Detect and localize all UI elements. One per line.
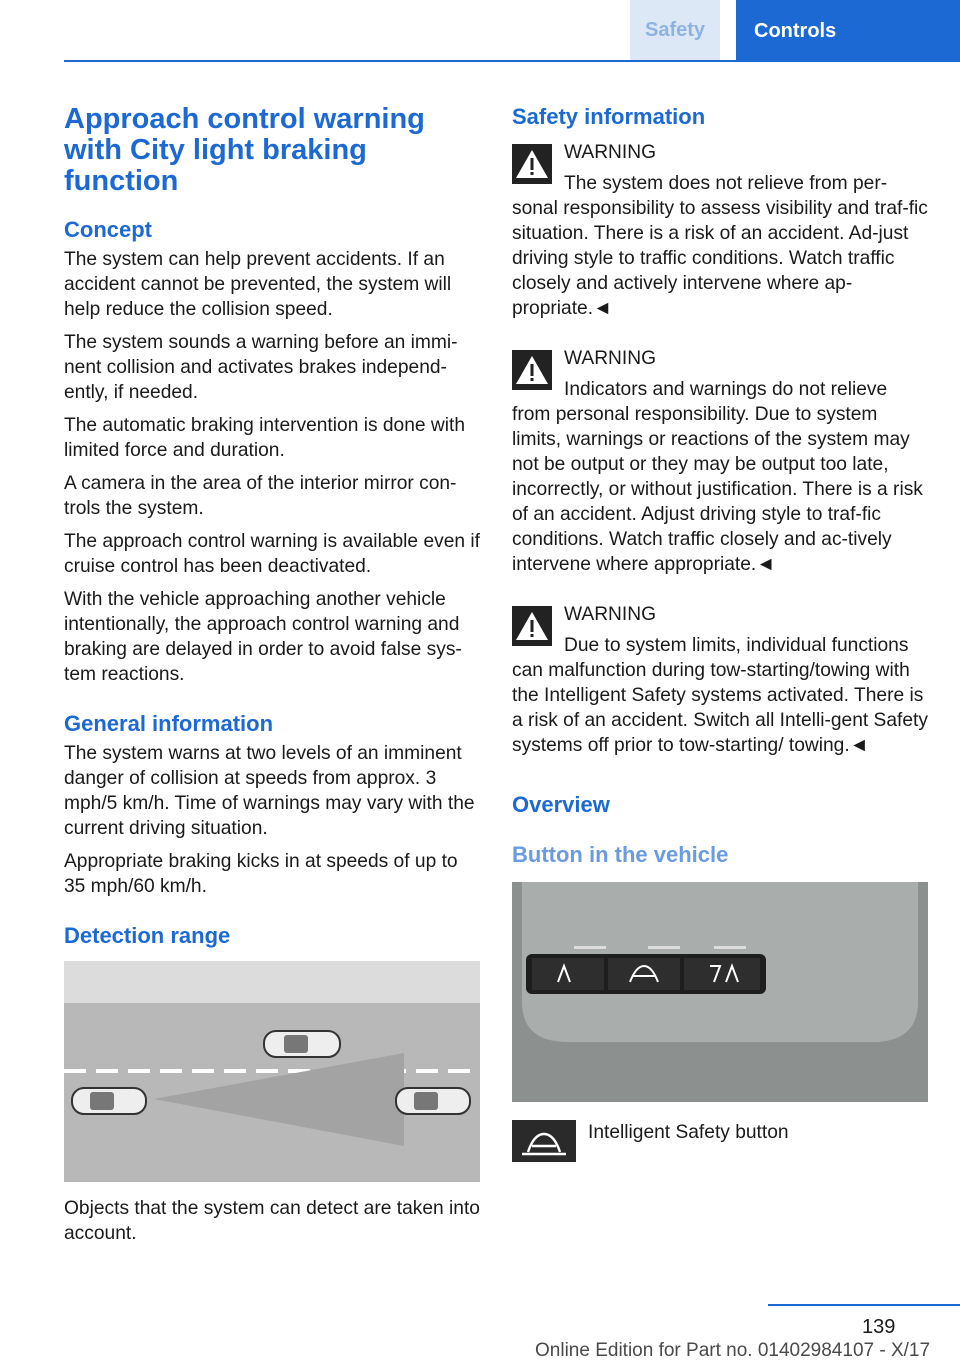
warning-text: sonal responsibility to assess visibility and traf‐fic situation. There is a risk of an accident. Ad‐just driving style to traffic conditions. Watch traffic closely and actively intervene where ap‐propriate.◄	[512, 198, 928, 319]
warning-block	[512, 346, 928, 577]
right-column	[512, 104, 928, 1162]
car-icon	[396, 1088, 470, 1114]
warning-block	[512, 140, 928, 321]
warning-triangle-icon	[512, 144, 552, 184]
safety-heading: Safety information	[512, 104, 706, 129]
button-heading: Button in the vehicle	[512, 842, 729, 867]
paragraph: The system sounds a warning before an immi‐nent collision and activates brakes independ‐ently, if needed.	[64, 332, 458, 403]
detection-range-figure	[64, 961, 480, 1182]
page-number: 139	[862, 1316, 896, 1338]
header-rule	[64, 60, 960, 62]
paragraph: Appropriate braking kicks in at speeds of up to 35 mph/60 km/h.	[64, 851, 458, 897]
warning-label: WARNING	[564, 604, 657, 625]
paragraph: A camera in the area of the interior mirror con‐trols the system.	[64, 473, 457, 519]
concept-heading: Concept	[64, 217, 152, 242]
paragraph: The system can help prevent accidents. If an accident cannot be prevented, the system will help reduce the collision speed.	[64, 249, 452, 320]
page-header	[64, 0, 960, 62]
warning-label: WARNING	[564, 142, 657, 163]
button-photo	[512, 882, 928, 1102]
intelligent-safety-button-icon	[512, 1120, 576, 1162]
figure-caption: Objects that the system can detect are taken into account.	[64, 1198, 480, 1244]
warning-text-first: Indicators and warnings do not relieve	[564, 379, 888, 400]
tab-controls[interactable]: Controls	[736, 0, 960, 62]
button-legend	[512, 1120, 928, 1162]
paragraph: The automatic braking intervention is done with limited force and duration.	[64, 415, 466, 461]
button-caption: Intelligent Safety button	[588, 1122, 789, 1143]
paragraph: With the vehicle approaching another vehicle intentionally, the approach control warning and braking are delayed in order to avoid false sys‐tem reactions.	[64, 589, 462, 685]
car-icon	[72, 1088, 146, 1114]
warning-text-first: Due to system limits, individual functions	[564, 635, 909, 656]
footer-rule	[768, 1304, 960, 1306]
left-column	[64, 100, 480, 1254]
button-panel-illustration	[512, 882, 928, 1102]
general-heading: General information	[64, 711, 274, 736]
detection-range-illustration	[64, 961, 480, 1182]
section-title: Approach control warning with City light braking function	[64, 103, 425, 197]
tab-safety[interactable]: Safety	[630, 0, 720, 60]
paragraph: The approach control warning is available even if cruise control has been deactivated.	[64, 531, 480, 577]
warning-text: from personal responsibility. Due to system limits, warnings or reactions of the system may not be output or they may be output too late, incorrectly, or without justification. There is a risk of an accident. Adjust driving style to traf‐fic conditions. Watch traffic closely and ac‐tively intervene where appropriate.◄	[512, 404, 923, 575]
warning-block	[512, 602, 928, 758]
edition-text: Online Edition for Part no. 01402984107 - X/17	[535, 1340, 931, 1361]
detection-heading: Detection range	[64, 923, 231, 948]
car-icon	[264, 1031, 340, 1057]
warning-triangle-icon	[512, 350, 552, 390]
paragraph: The system warns at two levels of an imminent danger of collision at speeds from approx. 3 mph/5 km/h. Time of warnings may vary with the current driving situation.	[64, 743, 475, 839]
warning-triangle-icon	[512, 606, 552, 646]
warning-text: can malfunction during tow-starting/towing with the Intelligent Safety systems activated. There is a risk of an accident. Switch all Intelli‐gent Safety systems off prior to tow-starting/ towing.◄	[512, 660, 928, 756]
overview-heading: Overview	[512, 792, 610, 817]
warning-label: WARNING	[564, 348, 657, 369]
warning-text-first: The system does not relieve from per‐	[564, 173, 888, 194]
